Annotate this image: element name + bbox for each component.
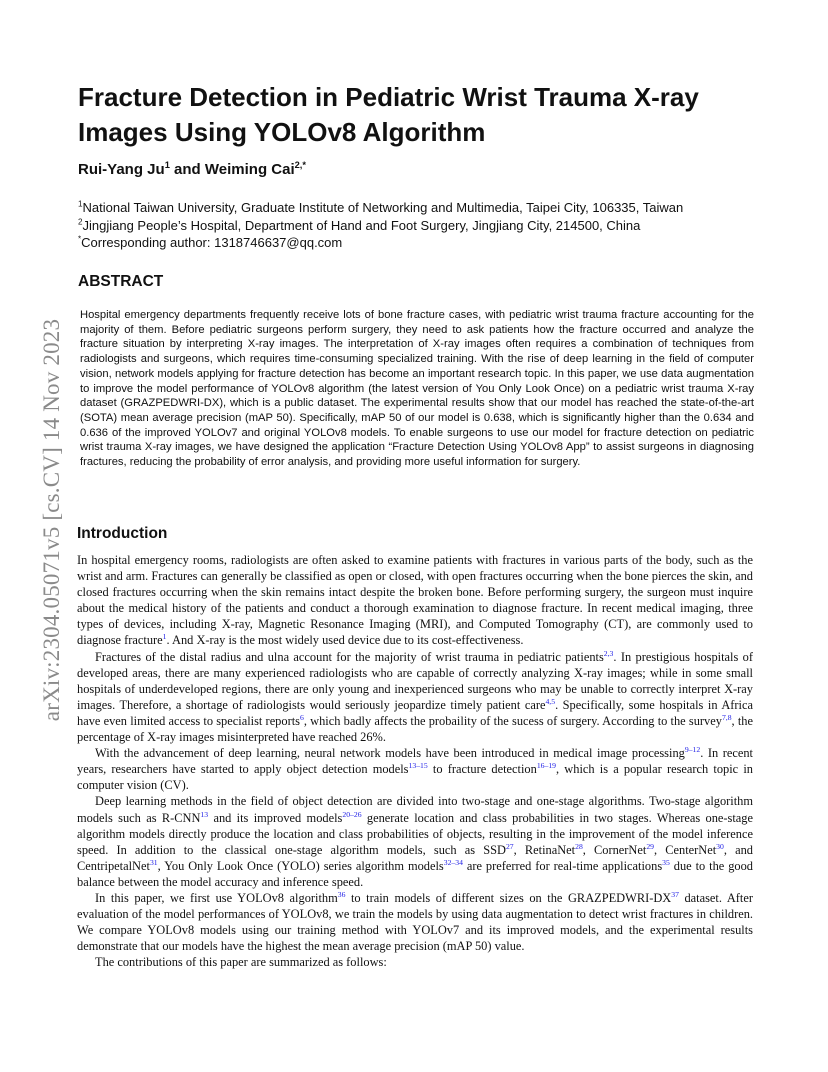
text-run: In hospital emergency rooms, radiologists are often asked to examine patients with fractures in various parts of the body, such as the wrist and arm. Fractures can generally be classified as open or closed, with open fractures occurring when the bone pierces the skin, and closed fractures occurring when the skin remains intact despite the broken bone. Before performing surgery, the surgeon must inquire about the medical history of the patients and conduct a thorough examination to diagnose fracture. In recent medical imaging, three types of devices, including X-ray, Magnetic Resonance Imaging (MRI), and Computed Tomography (CT), are commonly used to diagnose fracture: [77, 553, 753, 648]
text-run: , which is a popular research topic in computer vision (CV).: [77, 762, 753, 793]
affiliation-marker: 2: [78, 217, 83, 227]
text-run: , You Only Look Once (YOLO) series algorithm models: [157, 858, 444, 873]
text-run: dataset. After evaluation of the model performances of YOLOv8, we train the models by using data augmentation to detect wrist fractures in children. We compare YOLOv8 models using our training method with YOLOv7 and its improved models, and the experimental results demonstrate that our models have the highest the mean average precision (mAP 50) value.: [77, 890, 753, 954]
citation-link[interactable]: 7,8: [721, 712, 732, 722]
paragraph: The contributions of this paper are summarized as follows:: [95, 955, 387, 970]
introduction-heading: Introduction: [77, 525, 168, 542]
citation-link[interactable]: 31: [149, 857, 158, 867]
arxiv-identifier-stamp: arXiv:2304.05071v5 [cs.CV] 14 Nov 2023: [39, 318, 64, 722]
affiliation: [78, 199, 778, 217]
text-run: , which badly affects the probaility of the sucess of surgery. According to the survey: [303, 713, 722, 728]
citation-link[interactable]: 27: [505, 841, 514, 851]
paragraph: [77, 745, 753, 793]
citation-link[interactable]: 28: [575, 841, 583, 851]
corresponding-author-text: Corresponding author: 1318746637@qq.com: [81, 235, 343, 250]
corresponding-author: [78, 234, 778, 252]
citation-link[interactable]: 30: [716, 841, 724, 851]
text-run: , CenterNet: [654, 842, 717, 857]
paragraph: [77, 552, 753, 649]
affiliations: [78, 199, 778, 252]
citation-link[interactable]: 13: [200, 809, 209, 819]
abstract-heading: ABSTRACT: [78, 273, 164, 290]
citation-link[interactable]: 37: [671, 889, 679, 899]
citation-link[interactable]: 13–15: [408, 761, 428, 771]
text-run: to train models of different sizes on the GRAZPEDWRI-DX: [345, 890, 672, 905]
text-run: generate location and class probabilities in two stages. Whereas one-stage algorithm models directly produce the location and class probabilities of objects, resulting in the improvement of the model inference speed. In addition to the classical one-stage algorithm models, such as SSD: [77, 810, 753, 857]
abstract-text: Hospital emergency departments frequently receive lots of bone fracture cases, with pediatric wrist trauma fracture accounting for the majority of them. Before pediatric surgeons perform surgery, they need to ask patients how the fracture occurred and analyze the fracture situation by interpreting X-ray images. The interpretation of X-ray images often requires a combination of techniques from radiologists and surgeons, which requires time-consuming specialized training. With the rise of deep learning in the field of computer vision, network models applying for fracture detection has become an important research topic. In this paper, we use data augmentation to improve the model performance of YOLOv8 algorithm (the latest version of You Only Look Once) on a pediatric wrist trauma X-ray dataset (GRAZPEDWRI-DX), which is a public dataset. The experimental results show that our model has reached the state-of-the-art (SOTA) mean average precision (mAP 50). Specifically, mAP 50 of our model is 0.638, which is significantly higher than the 0.634 and 0.636 of the improved YOLOv7 and original YOLOv8 models. To enable surgeons to use our model for fracture detection on pediatric wrist trauma X-ray images, we have designed the application “Fracture Detection Using YOLOv8 App” to assist surgeons in diagnosing fractures, reducing the probability of error analysis, and providing more useful information for surgery.: [80, 309, 754, 469]
author-line: [78, 161, 306, 178]
citation-link[interactable]: 4,5: [545, 696, 556, 706]
text-run: , and CentripetalNet: [77, 842, 753, 873]
affiliation-marker: 2,*: [294, 160, 306, 170]
text-run: are preferred for real-time applications: [462, 858, 663, 873]
affiliation-text: National Taiwan University, Graduate Institute of Networking and Multimedia, Taipei City, 106335, Taiwan: [82, 200, 684, 215]
citation-link[interactable]: 36: [337, 889, 346, 899]
text-run: . In prestigious hospitals of developed areas, there are many experienced radiologists who are capable of correctly analyzing X-ray images; while in some small hospitals of underdeveloped regions, there are only young and inexperienced surgeons who may be unable to correctly interpret X-ray images. Therefore, a shortage of radiologists would seriously jeopardize timely patient care: [77, 649, 753, 712]
paragraph: [77, 649, 753, 746]
text-run: due to the good balance between the model accuracy and inference speed.: [77, 858, 754, 889]
affiliation: [78, 217, 778, 235]
citation-link[interactable]: 16–19: [536, 761, 557, 771]
paper-title: Fracture Detection in Pediatric Wrist Trauma X-ray Images Using YOLOv8 Algorithm: [78, 82, 699, 147]
text-run: Deep learning methods in the field of object detection are divided into two-stage and one-stage algorithms. Two-stage algorithm models such as R-CNN: [77, 794, 753, 825]
text-run: Fractures of the distal radius and ulna account for the majority of wrist trauma in pediatric patients: [95, 649, 604, 664]
text-run: to fracture detection: [427, 762, 537, 777]
citation-link[interactable]: 32–34: [443, 857, 463, 867]
introduction-body: [77, 552, 753, 970]
citation-link[interactable]: 1: [162, 632, 167, 642]
text-run: In this paper, we first use YOLOv8 algorithm: [95, 890, 338, 905]
text-run: . Specifically, some hospitals in Africa have even limited access to specialist reports: [77, 697, 753, 728]
text-run: and its improved models: [208, 810, 343, 825]
affiliation-text: Jingjiang People’s Hospital, Department of Hand and Foot Surgery, Jingjiang City, 214500, China: [82, 217, 641, 233]
text-run: , CornerNet: [582, 842, 647, 857]
text-run: , the percentage of X-ray images misinterpreted have reached 26%.: [77, 713, 753, 745]
paragraph: [77, 793, 753, 890]
author-name: Weiming Cai: [204, 161, 295, 178]
citation-link[interactable]: 9–12: [684, 745, 701, 754]
affiliation-marker: *: [78, 234, 82, 244]
text-run: , RetinaNet: [513, 842, 576, 857]
text-run: . In recent years, researchers have started to apply object detection models: [77, 746, 753, 777]
affiliation-marker: 1: [164, 160, 170, 170]
citation-link[interactable]: 6: [299, 712, 304, 722]
text-run: With the advancement of deep learning, neural network models have been introduced in medical image processing: [95, 746, 685, 761]
citation-link[interactable]: 29: [646, 841, 654, 851]
author-conjunction: and: [169, 161, 205, 178]
text-run: . And X-ray is the most widely used device due to its cost-effectiveness.: [166, 633, 524, 648]
citation-link[interactable]: 20–26: [342, 809, 362, 819]
author-name: Rui-Yang Ju: [78, 161, 165, 178]
affiliation-marker: 1: [78, 199, 83, 209]
citation-link[interactable]: 2,3: [603, 648, 614, 658]
paragraph: [77, 890, 753, 954]
citation-link[interactable]: 35: [662, 857, 670, 867]
